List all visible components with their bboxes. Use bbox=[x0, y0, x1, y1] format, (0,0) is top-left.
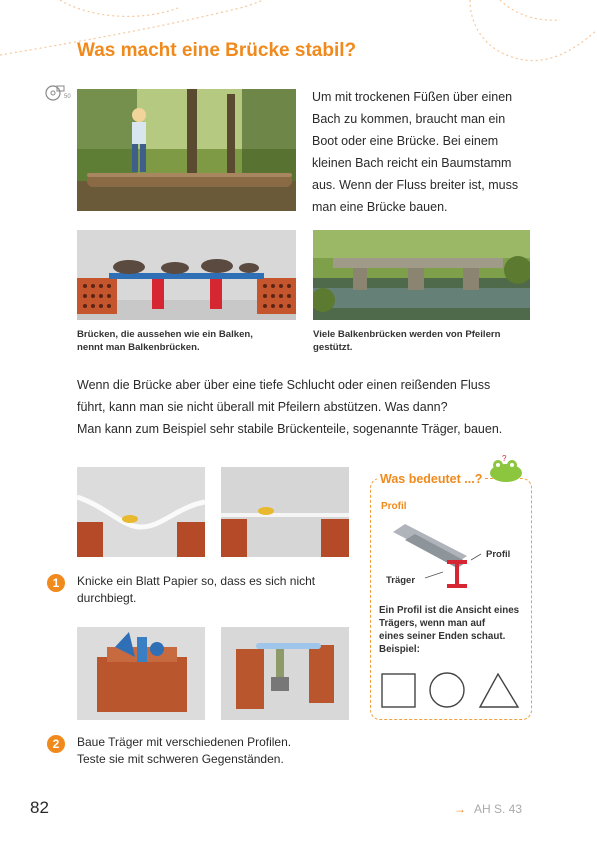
step-2-text bbox=[77, 734, 291, 768]
label-beam: Träger bbox=[386, 575, 416, 586]
page-number: 82 bbox=[30, 798, 49, 817]
circle-shape bbox=[430, 673, 464, 707]
photo-folded-paper-bridge bbox=[221, 467, 349, 557]
audio-track-number: 50 bbox=[64, 94, 71, 100]
middle-paragraph bbox=[77, 374, 547, 440]
intro-line: Um mit trockenen Füßen über einen bbox=[312, 90, 513, 104]
intro-line: man eine Brücke bauen. bbox=[312, 200, 448, 214]
example-shapes bbox=[380, 671, 525, 716]
caption-line: nennt man Balkenbrücken. bbox=[77, 342, 200, 353]
step-line: Knicke ein Blatt Papier so, dass es sich nicht bbox=[77, 574, 316, 588]
photo-toy-beam-bridge bbox=[77, 230, 296, 320]
triangle-shape bbox=[480, 674, 518, 707]
caption-line: Brücken, die aussehen wie ein Balken, bbox=[77, 329, 253, 340]
caption-line: Viele Balkenbrücken werden von Pfeilern bbox=[313, 329, 501, 340]
info-definition bbox=[379, 604, 529, 656]
step-line: Baue Träger mit verschiedenen Profilen. bbox=[77, 735, 292, 749]
svg-text:?: ? bbox=[502, 455, 507, 463]
reference-text: AH S. 43 bbox=[474, 802, 523, 816]
middle-line: Man kann zum Beispiel sehr stabile Brückenteile, sogenannte Träger, bauen. bbox=[77, 422, 503, 436]
intro-line: aus. Wenn der Fluss breiter ist, muss bbox=[312, 178, 519, 192]
frog-mascot-icon bbox=[486, 455, 526, 488]
info-line: eines seiner Enden schaut. bbox=[379, 631, 506, 642]
photo-bent-paper-bridge bbox=[77, 467, 205, 557]
audio-cd-icon[interactable] bbox=[44, 84, 74, 107]
middle-line: führt, kann man sie nicht überall mit Pfeilern abstützen. Was dann? bbox=[77, 400, 448, 414]
info-line: Trägers, wenn man auf bbox=[379, 618, 486, 629]
intro-line: Boot oder eine Brücke. Bei einem bbox=[312, 134, 499, 148]
info-term: Profil bbox=[381, 501, 407, 512]
photo-girl-on-log bbox=[77, 89, 296, 211]
page-title: Was macht eine Brücke stabil? bbox=[77, 40, 357, 61]
intro-line: Bach zu kommen, braucht man ein bbox=[312, 112, 506, 126]
photo-brick-profiles bbox=[77, 627, 205, 720]
info-line: Beispiel: bbox=[379, 644, 420, 655]
intro-paragraph bbox=[312, 86, 542, 218]
square-shape bbox=[382, 674, 415, 707]
info-line: Ein Profil ist die Ansicht eines bbox=[379, 605, 520, 616]
label-profile: Profil bbox=[486, 549, 511, 560]
workbook-reference[interactable] bbox=[454, 802, 522, 816]
step-1-text bbox=[77, 573, 315, 607]
middle-line: Wenn die Brücke aber über eine tiefe Schlucht oder einen reißenden Fluss bbox=[77, 378, 491, 392]
caption-pillar-bridge bbox=[313, 328, 538, 354]
photo-stone-pillar-bridge bbox=[313, 230, 530, 320]
caption-line: gestützt. bbox=[313, 342, 353, 353]
step-1-badge: 1 bbox=[47, 574, 65, 592]
photo-brick-weight-test bbox=[221, 627, 349, 720]
intro-line: kleinen Bach reicht ein Baumstamm bbox=[312, 156, 512, 170]
step-line: Teste sie mit schweren Gegenständen. bbox=[77, 752, 284, 766]
info-box-heading: Was bedeutet ...? bbox=[377, 472, 485, 486]
step-line: durchbiegt. bbox=[77, 591, 137, 605]
step-2-badge: 2 bbox=[47, 735, 65, 753]
arrow-right-icon: → bbox=[454, 802, 466, 816]
caption-beam-bridge bbox=[77, 328, 302, 354]
